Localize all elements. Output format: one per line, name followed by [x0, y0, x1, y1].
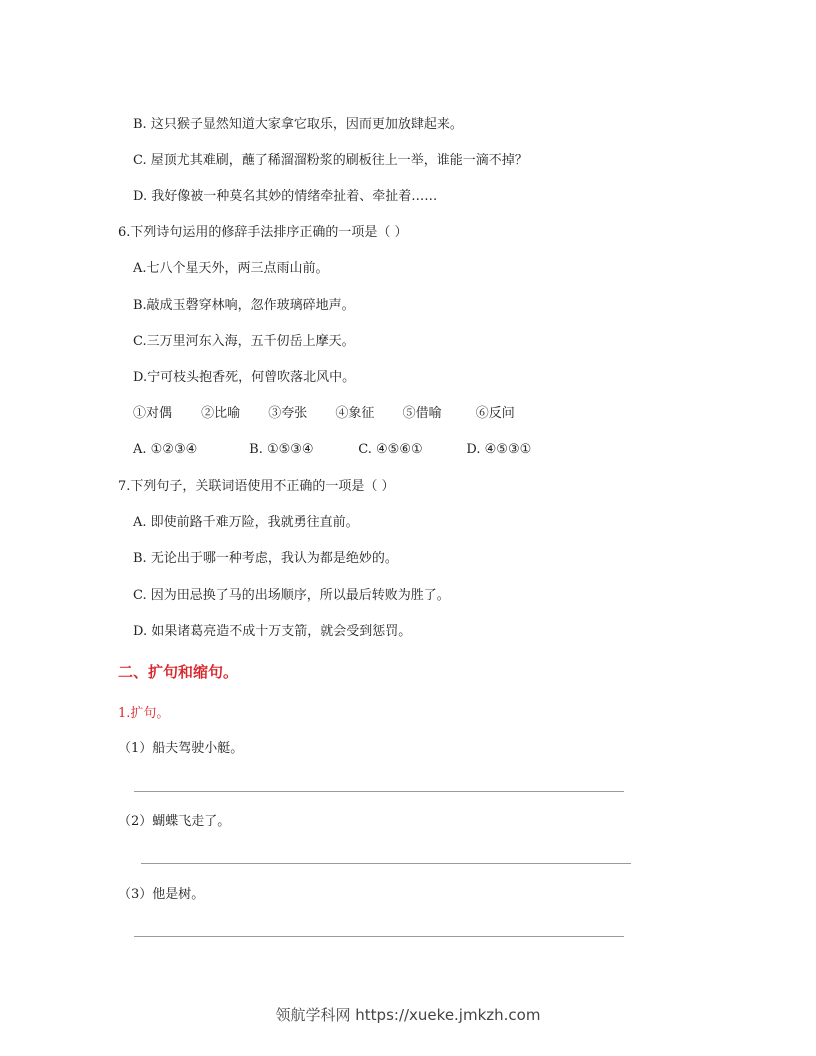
device-4: ④象征	[335, 406, 375, 421]
section-heading: 二、扩句和缩句。	[118, 663, 239, 681]
q6-stem: 6.下列诗句运用的修辞手法排序正确的一项是（ ）	[118, 225, 408, 240]
q5-option-c: C. 屋顶尤其难刷，蘸了稀溜溜粉浆的刷板往上一举，谁能一滴不掉？	[133, 153, 528, 168]
q7-option-c: C. 因为田忌换了马的出场顺序，所以最后转败为胜了。	[133, 588, 450, 603]
q7-option-b: B. 无论出于哪一种考虑，我认为都是绝妙的。	[133, 551, 398, 566]
expand-item-1: （1）船夫驾驶小艇。	[118, 741, 244, 756]
q7-option-d: D. 如果诸葛亮造不成十万支箭，就会受到惩罚。	[133, 624, 412, 639]
answer-line-1[interactable]	[134, 791, 624, 792]
device-2: ②比喻	[201, 406, 241, 421]
q7-stem: 7.下列句子，关联词语使用不正确的一项是（ ）	[118, 479, 395, 494]
device-6: ⑥反问	[475, 406, 515, 421]
q6-devices	[133, 405, 515, 423]
subsection-heading: 1.扩句。	[118, 706, 170, 721]
q6-line-d: D.宁可枝头抱香死，何曾吹落北风中。	[133, 370, 356, 385]
q6-choices	[133, 441, 531, 459]
q6-line-c: C.三万里河东入海，五千仞岳上摩天。	[133, 334, 355, 349]
choice-d: D. ④⑤③①	[466, 442, 532, 457]
device-1: ①对偶	[133, 406, 173, 421]
q5-option-b: B. 这只猴子显然知道大家拿它取乐，因而更加放肆起来。	[133, 117, 463, 132]
q7-option-a: A. 即使前路千难万险，我就勇往直前。	[133, 515, 359, 530]
expand-item-2: （2）蝴蝶飞走了。	[118, 814, 231, 829]
choice-b: B. ①⑤③④	[249, 442, 314, 457]
choice-c: C. ④⑤⑥①	[358, 442, 423, 457]
footer-watermark: 领航学科网 https://xueke.jmkzh.com	[275, 1006, 541, 1024]
answer-line-2[interactable]	[141, 863, 631, 864]
device-5: ⑤借喻	[402, 406, 442, 421]
answer-line-3[interactable]	[134, 936, 624, 937]
q6-line-b: B.敲成玉磬穿林响，忽作玻璃碎地声。	[133, 298, 355, 313]
choice-a: A. ①②③④	[133, 442, 198, 457]
expand-item-3: （3）他是树。	[118, 887, 205, 902]
device-3: ③夸张	[268, 406, 308, 421]
q6-line-a: A.七八个星天外，两三点雨山前。	[133, 261, 329, 276]
q5-option-d: D. 我好像被一种莫名其妙的情绪牵扯着、牵扯着……	[133, 189, 438, 204]
